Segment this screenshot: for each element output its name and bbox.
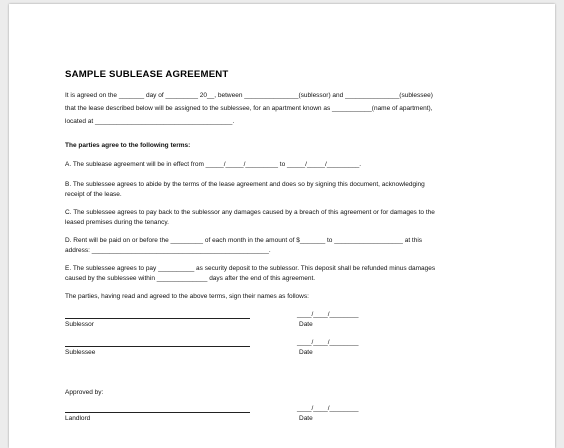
landlord-label: Landlord xyxy=(65,415,91,422)
term-d-line-2: address: _________________________________________________. xyxy=(65,247,271,254)
intro-line-1: It is agreed on the _______ day of _________ 20__, between _______________(sublessor) and _______________(sublessee) xyxy=(65,92,433,99)
sublessor-date-label: Date xyxy=(299,321,313,328)
approved-by-label: Approved by: xyxy=(65,389,104,396)
intro-line-2: that the lease described below will be assigned to the sublessee, for an apartment known as ___________(name of apartment), xyxy=(65,105,433,112)
document-title: SAMPLE SUBLEASE AGREEMENT xyxy=(65,69,229,80)
sublessee-date-label: Date xyxy=(299,349,313,356)
term-a: A. The sublease agreement will be in effect from _____/_____/_________ to _____/_____/_________. xyxy=(65,161,362,168)
landlord-date-field[interactable]: ____/____/________ xyxy=(297,405,359,412)
term-b-line-2: receipt of the lease. xyxy=(65,191,122,198)
term-c-line-1: C. The sublessee agrees to pay back to the sublessor any damages caused by a breach of this agreement or for damages to the xyxy=(65,209,435,216)
sublessee-label: Sublessee xyxy=(65,349,96,356)
intro-line-3: located at ______________________________________. xyxy=(65,118,235,125)
term-d-line-1: D. Rent will be paid on or before the _________ of each month in the amount of $_______ to ___________________ at this xyxy=(65,237,423,244)
sublessee-date-field[interactable]: ____/____/________ xyxy=(297,339,359,346)
term-e-line-1: E. The sublessee agrees to pay __________ as security deposit to the sublessor. This deposit shall be refunded minus damages xyxy=(65,265,436,272)
terms-heading: The parties agree to the following terms: xyxy=(65,142,191,149)
term-c-line-2: leased premises during the tenancy. xyxy=(65,219,169,226)
sublessee-signature-line[interactable] xyxy=(65,346,250,347)
sublessor-date-field[interactable]: ____/____/________ xyxy=(297,311,359,318)
term-e-line-2: caused by the sublessee within ______________ days after the end of this agreement. xyxy=(65,275,316,282)
closing-statement: The parties, having read and agreed to the above terms, sign their names as follows: xyxy=(65,293,309,300)
landlord-date-label: Date xyxy=(299,415,313,422)
term-b-line-1: B. The sublessee agrees to abide by the terms of the lease agreement and does so by signing this document, acknowledging xyxy=(65,181,425,188)
sublessor-label: Sublessor xyxy=(65,321,94,328)
sublessor-signature-line[interactable] xyxy=(65,318,250,319)
landlord-signature-line[interactable] xyxy=(65,412,250,413)
